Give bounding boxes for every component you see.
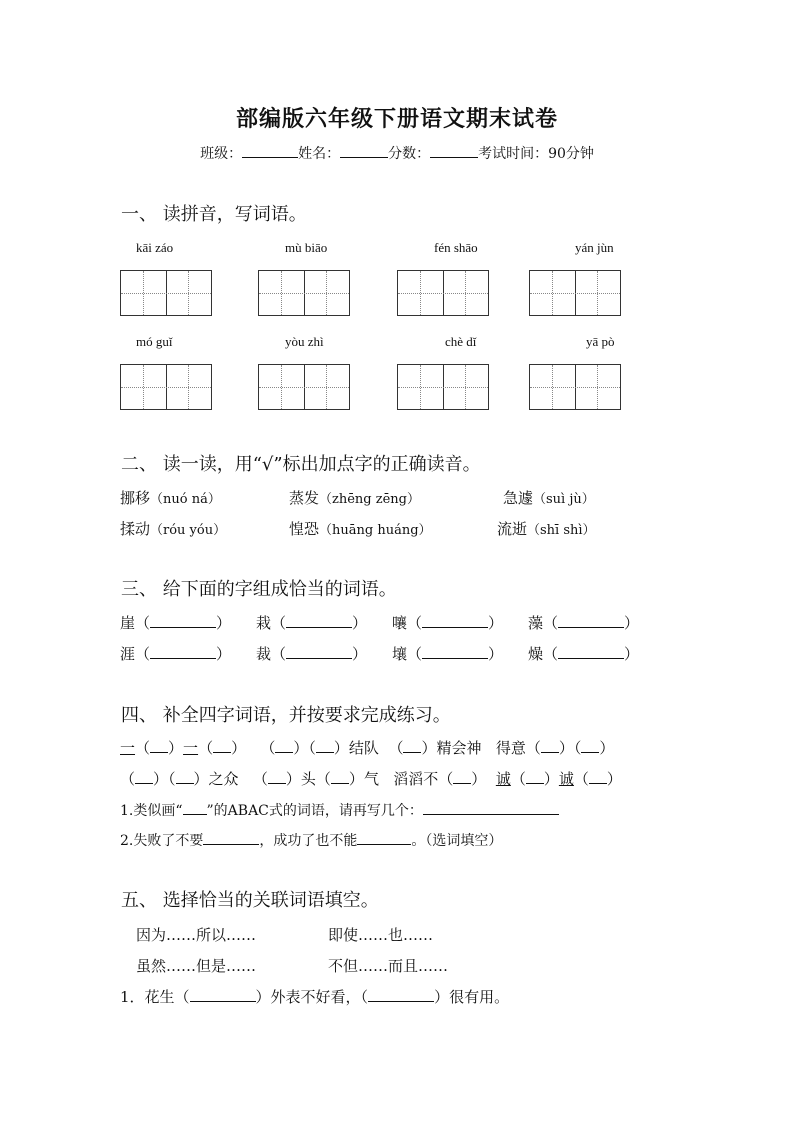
writing-grid[interactable] bbox=[397, 270, 489, 316]
pinyin-label: mù biāo bbox=[285, 240, 328, 255]
reading-item[interactable]: 流逝（shī shì） bbox=[497, 520, 596, 538]
reading-item[interactable]: 蒸发（zhēng zēng） bbox=[289, 489, 420, 507]
writing-grid[interactable] bbox=[120, 364, 212, 410]
class-label: 班级： bbox=[200, 146, 243, 162]
word-form-item[interactable]: 崖（ ） bbox=[120, 614, 232, 632]
writing-grid[interactable] bbox=[258, 364, 350, 410]
section-1-heading: 一、 读拼音，写词语。 bbox=[121, 204, 307, 225]
class-blank[interactable] bbox=[242, 143, 298, 158]
word-form-item[interactable]: 涯（ ） bbox=[120, 645, 232, 663]
name-blank[interactable] bbox=[340, 143, 388, 158]
writing-grid[interactable] bbox=[529, 270, 621, 316]
writing-grid[interactable] bbox=[258, 270, 350, 316]
time-label: 考试时间：90分钟 bbox=[478, 146, 594, 162]
pinyin-label: yán jùn bbox=[575, 240, 614, 255]
section-4-heading: 四、 补全四字词语，并按要求完成练习。 bbox=[121, 705, 451, 726]
conjunction-option: 即使……也…… bbox=[328, 926, 434, 944]
section-5-heading: 五、 选择恰当的关联词语填空。 bbox=[121, 890, 379, 911]
conjunction-option: 不但……而且…… bbox=[328, 957, 449, 975]
idiom-row-2[interactable]: （ ）（ ）之众 （ ）头（ ）气 滔滔不（ ） 诚（ ）诚（ ） bbox=[120, 770, 622, 788]
student-info-line bbox=[0, 143, 794, 163]
word-form-item[interactable]: 嚷（ ） bbox=[392, 614, 504, 632]
pinyin-label: chè dǐ bbox=[445, 334, 477, 349]
pinyin-label: kāi záo bbox=[136, 240, 174, 255]
writing-grid[interactable] bbox=[529, 364, 621, 410]
reading-item[interactable]: 急遽（suì jù） bbox=[503, 489, 595, 507]
reading-item[interactable]: 挪移（nuó ná） bbox=[120, 489, 221, 507]
section-3-heading: 三、 给下面的字组成恰当的词语。 bbox=[121, 579, 397, 600]
pinyin-label: mó guǐ bbox=[136, 334, 173, 349]
reading-item[interactable]: 揉动（róu yóu） bbox=[120, 520, 227, 538]
word-form-item[interactable]: 壤（ ） bbox=[392, 645, 504, 663]
question-4-2[interactable]: 2.失败了不要 ，成功了也不能 。（选词填空） bbox=[120, 830, 502, 850]
word-form-item[interactable]: 栽（ ） bbox=[256, 614, 368, 632]
word-form-item[interactable]: 燥（ ） bbox=[528, 645, 640, 663]
question-4-1[interactable]: 1.类似画“ ”的ABAC式的词语，请再写几个： bbox=[120, 800, 559, 820]
score-label: 分数： bbox=[388, 146, 431, 162]
conjunction-option: 因为……所以…… bbox=[136, 926, 257, 944]
writing-grid[interactable] bbox=[397, 364, 489, 410]
conjunction-option: 虽然……但是…… bbox=[136, 957, 257, 975]
page-title: 部编版六年级下册语文期末试卷 bbox=[235, 106, 558, 132]
reading-item[interactable]: 惶恐（huāng huáng） bbox=[289, 520, 432, 538]
name-label: 姓名： bbox=[298, 146, 341, 162]
pinyin-label: fén shāo bbox=[434, 240, 478, 255]
section-2-heading: 二、 读一读，用“√”标出加点字的正确读音。 bbox=[121, 454, 481, 475]
question-5-1[interactable]: 1．花生（ ）外表不好看，（ ）很有用。 bbox=[120, 988, 510, 1006]
pinyin-label: yòu zhì bbox=[285, 334, 324, 349]
word-form-item[interactable]: 裁（ ） bbox=[256, 645, 368, 663]
writing-grid[interactable] bbox=[120, 270, 212, 316]
idiom-row-1[interactable]: 一（ ）一（ ） （ ）（ ）结队 （ ）精会神 得意（ ）（ ） bbox=[120, 739, 615, 757]
pinyin-label: yā pò bbox=[586, 334, 615, 349]
score-blank[interactable] bbox=[430, 143, 478, 158]
word-form-item[interactable]: 藻（ ） bbox=[528, 614, 640, 632]
